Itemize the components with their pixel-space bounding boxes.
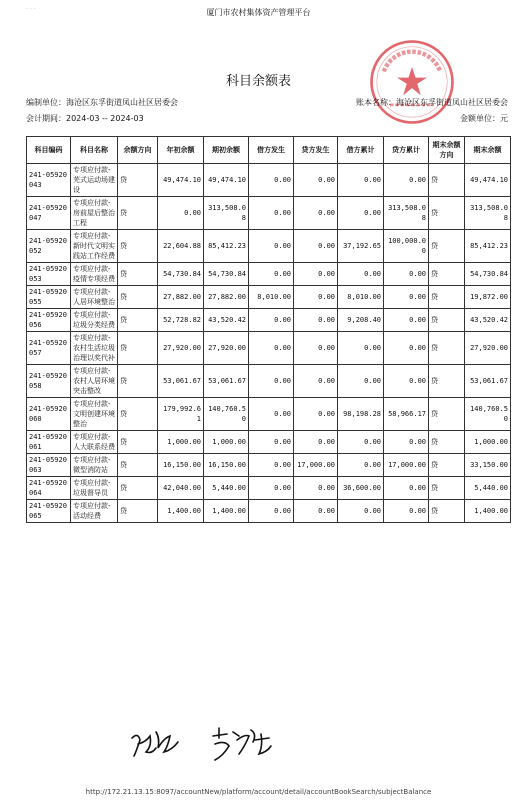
table-cell: 313,508.08 [204,197,249,230]
table-cell: 8,010.00 [338,286,384,309]
table-cell: 专项应付款-垃圾分类经费 [71,309,118,332]
table-cell: 9,208.40 [338,309,384,332]
table-cell: 85,412.23 [465,230,511,263]
compiling-unit: 编制单位：海沧区东孚街道凤山社区居委会 [26,98,178,107]
table-row [27,230,511,263]
table-cell: 27,920.00 [158,332,204,365]
table-cell: 241-05920056 [27,309,71,332]
table-cell: 0.00 [338,500,384,523]
table-cell: 0.00 [384,263,429,286]
table-cell: 贷 [429,197,465,230]
table-cell: 专项应付款-房前屋后整治工程 [71,197,118,230]
table-cell: 贷 [429,500,465,523]
table-cell: 27,882.00 [204,286,249,309]
table-cell: 贷 [429,332,465,365]
table-cell: 0.00 [158,197,204,230]
table-cell: 0.00 [249,309,294,332]
table-cell: 贷 [118,332,158,365]
table-cell: 53,061.67 [204,365,249,398]
table-cell: 0.00 [294,286,338,309]
table-row [27,398,511,431]
table-cell: 100,000.00 [384,230,429,263]
table-row [27,332,511,365]
table-cell: 1,000.00 [158,431,204,454]
table-cell: 贷 [118,477,158,500]
table-cell: 27,920.00 [465,332,511,365]
table-cell: 0.00 [249,500,294,523]
table-cell: 贷 [118,365,158,398]
table-cell: 0.00 [249,365,294,398]
table-cell: 0.00 [338,164,384,197]
table-cell: 贷 [429,365,465,398]
table-cell: 241-05920060 [27,398,71,431]
table-cell: 241-05920061 [27,431,71,454]
table-cell: 36,600.00 [338,477,384,500]
table-cell: 0.00 [294,398,338,431]
table-cell: 53,061.67 [158,365,204,398]
table-cell: 0.00 [384,309,429,332]
col-header: 期末余额方向 [429,137,465,164]
table-cell: 0.00 [338,197,384,230]
table-cell: 专项应付款-微型消防站 [71,454,118,477]
col-header: 贷方累计 [384,137,429,164]
table-cell: 贷 [429,309,465,332]
table-cell: 0.00 [249,398,294,431]
table-cell: 42,040.00 [158,477,204,500]
account-book-name: 账本名称：海沧区东孚街道凤山社区居委会 [356,98,508,107]
table-cell: 53,061.67 [465,365,511,398]
report-title: 科目余额表 [225,74,291,89]
table-cell: 1,400.00 [204,500,249,523]
table-cell: 0.00 [384,431,429,454]
table-cell: 贷 [118,454,158,477]
table-cell: 49,474.10 [204,164,249,197]
table-cell: 43,520.42 [204,309,249,332]
table-cell: 0.00 [338,431,384,454]
table-cell: 19,872.00 [465,286,511,309]
table-cell: 专项应付款-人大联系经费 [71,431,118,454]
table-cell: 0.00 [384,286,429,309]
table-cell: 0.00 [384,365,429,398]
table-cell: 贷 [118,263,158,286]
col-header: 期末余额 [465,137,511,164]
table-cell: 贷 [118,197,158,230]
table-cell: 241-05920057 [27,332,71,365]
table-cell: 1,000.00 [465,431,511,454]
table-cell: 0.00 [338,365,384,398]
table-cell: 贷 [118,309,158,332]
table-cell: 贷 [118,500,158,523]
table-cell: 专项应付款-文明创建环境整治 [71,398,118,431]
table-cell: 140,760.50 [465,398,511,431]
table-cell: 0.00 [294,365,338,398]
table-cell: 5,440.00 [204,477,249,500]
table-cell: 专项应付款-活动经费 [71,500,118,523]
table-row [27,454,511,477]
table-cell: 43,520.42 [465,309,511,332]
table-cell: 1,400.00 [158,500,204,523]
table-cell: 0.00 [249,230,294,263]
table-cell: 49,474.10 [465,164,511,197]
table-cell: 241-05920053 [27,263,71,286]
currency-unit: 金额单位：元 [460,114,508,123]
table-cell: 241-05920055 [27,286,71,309]
table-cell: 贷 [118,286,158,309]
table-header-row [27,137,511,164]
table-cell: 专项应付款-垃圾督导员 [71,477,118,500]
table-cell: 37,192.65 [338,230,384,263]
table-cell: 85,412.23 [204,230,249,263]
table-cell: 313,508.08 [465,197,511,230]
table-cell: 241-05920058 [27,365,71,398]
table-row [27,477,511,500]
table-cell: 179,992.61 [158,398,204,431]
table-cell: 0.00 [294,263,338,286]
col-header: 期初余额 [204,137,249,164]
table-cell: 98,198.28 [338,398,384,431]
table-cell: 贷 [118,230,158,263]
table-cell: 0.00 [384,477,429,500]
table-cell: 16,150.00 [158,454,204,477]
table-cell: 140,760.50 [204,398,249,431]
table-cell: 专项应付款-农村生活垃圾治理以奖代补 [71,332,118,365]
col-header: 科目编码 [27,137,71,164]
handwritten-signature-2 [207,724,277,764]
table-cell: 0.00 [249,431,294,454]
table-cell: 27,920.00 [204,332,249,365]
table-cell: 0.00 [384,500,429,523]
table-cell: 54,730.84 [465,263,511,286]
table-cell: 贷 [429,398,465,431]
table-cell: 1,400.00 [465,500,511,523]
col-header: 借方发生 [249,137,294,164]
scan-header-mark: · · · [26,6,36,13]
table-cell: 0.00 [384,332,429,365]
table-cell: 49,474.10 [158,164,204,197]
table-cell: 0.00 [294,164,338,197]
table-cell: 22,604.88 [158,230,204,263]
footer-url: http://172.21.13.15:8097/accountNew/platform/account/detail/accountBookSearch/subjectBalance [85,788,432,796]
table-cell: 5,440.00 [465,477,511,500]
table-cell: 16,150.00 [204,454,249,477]
table-cell: 0.00 [294,500,338,523]
table-cell: 33,150.00 [465,454,511,477]
table-cell: 0.00 [294,477,338,500]
table-cell: 0.00 [294,230,338,263]
table-cell: 52,728.82 [158,309,204,332]
table-row [27,197,511,230]
table-cell: 专项应付款-疫情专项经费 [71,263,118,286]
table-cell: 58,966.17 [384,398,429,431]
table-cell: 专项应付款-农村人居环境突击整改 [71,365,118,398]
table-cell: 贷 [429,263,465,286]
table-cell: 0.00 [294,332,338,365]
table-cell: 贷 [429,477,465,500]
table-cell: 241-05920065 [27,500,71,523]
table-cell: 17,000.00 [294,454,338,477]
table-cell: 27,882.00 [158,286,204,309]
table-cell: 241-05920043 [27,164,71,197]
table-cell: 0.00 [249,197,294,230]
table-cell: 17,000.00 [384,454,429,477]
table-cell: 专项应付款-人居环境整治 [71,286,118,309]
col-header: 年初余额 [158,137,204,164]
table-cell: 0.00 [294,309,338,332]
table-cell: 贷 [429,286,465,309]
table-cell: 0.00 [338,332,384,365]
table-cell: 贷 [429,230,465,263]
table-cell: 313,508.08 [384,197,429,230]
table-cell: 0.00 [294,197,338,230]
table-cell: 贷 [429,454,465,477]
table-row [27,286,511,309]
table-cell: 54,730.84 [204,263,249,286]
table-row [27,365,511,398]
table-cell: 1,000.00 [204,431,249,454]
col-header: 科目名称 [71,137,118,164]
table-cell: 贷 [429,164,465,197]
table-cell: 0.00 [338,263,384,286]
handwritten-signature-1 [128,724,188,764]
table-cell: 0.00 [384,164,429,197]
col-header: 借方累计 [338,137,384,164]
table-cell: 专项应付款-新时代文明实践站工作经费 [71,230,118,263]
table-cell: 0.00 [294,431,338,454]
table-row [27,309,511,332]
table-cell: 241-05920052 [27,230,71,263]
accounting-period: 会计期间：2024-03 -- 2024-03 [26,114,144,123]
table-cell: 0.00 [249,332,294,365]
table-cell: 241-05920064 [27,477,71,500]
table-body [27,164,511,523]
table-row [27,263,511,286]
table-cell: 0.00 [338,454,384,477]
table-cell: 8,010.00 [249,286,294,309]
subject-balance-table [26,136,511,523]
table-cell: 0.00 [249,477,294,500]
table-row [27,500,511,523]
table-cell: 贷 [118,431,158,454]
table-cell: 54,730.84 [158,263,204,286]
table-cell: 0.00 [249,454,294,477]
table-cell: 贷 [118,164,158,197]
table-cell: 贷 [429,431,465,454]
table-cell: 专项应付款-芜式运动场建设 [71,164,118,197]
table-cell: 0.00 [249,263,294,286]
table-row [27,164,511,197]
col-header: 贷方发生 [294,137,338,164]
table-cell: 0.00 [249,164,294,197]
table-cell: 241-05920063 [27,454,71,477]
table-cell: 贷 [118,398,158,431]
platform-title: 厦门市农村集体资产管理平台 [206,8,311,17]
col-header: 余额方向 [118,137,158,164]
table-row [27,431,511,454]
table-cell: 241-05920047 [27,197,71,230]
